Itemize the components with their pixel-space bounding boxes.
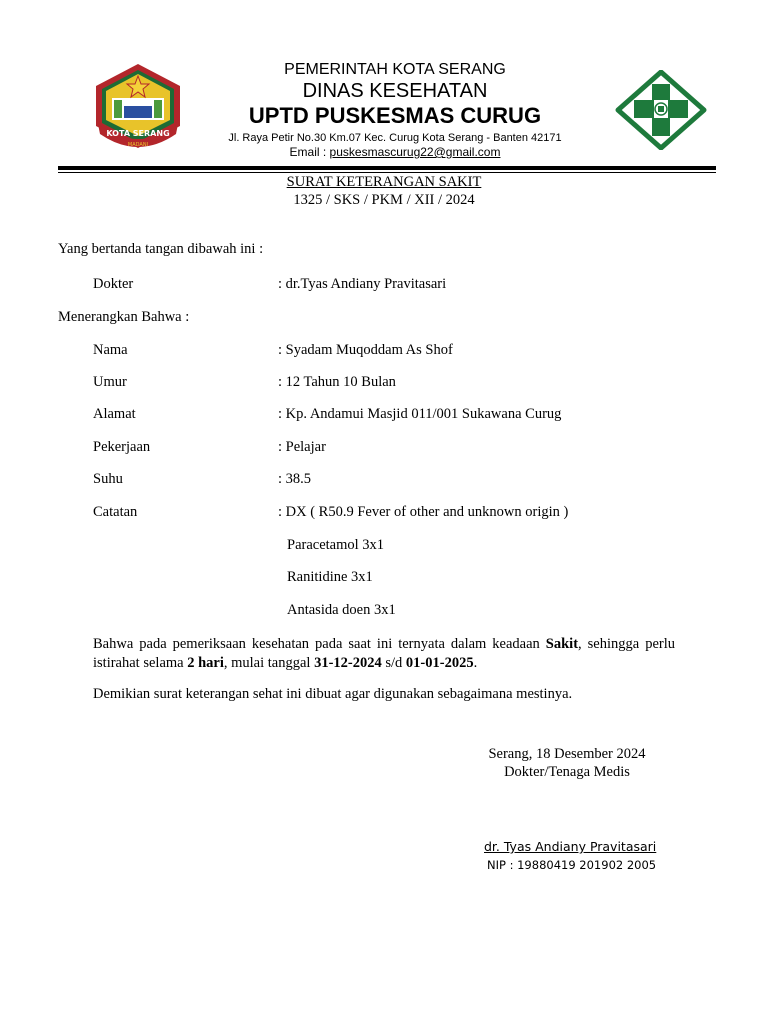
logo-subtext: MADANI [127,142,149,148]
letter-title: SURAT KETERANGAN SAKIT [286,174,482,190]
header-government: PEMERINTAH KOTA SERANG [284,61,506,78]
signature-role: Dokter/Tenaga Medis [504,764,630,780]
letter-number: 1325 / SKS / PKM / XII / 2024 [293,192,475,208]
header-divider-thick [58,166,716,170]
puskesmas-logo [614,70,708,150]
signature-nip: NIP : 19880419 201902 2005 [487,858,657,872]
header-email-line [210,145,580,159]
status-sick: Sakit [545,636,579,652]
start-date: 31-12-2024 [314,655,382,671]
field-label-temperature: Suhu [93,471,123,487]
header-divider-thin [58,172,716,173]
field-value-occupation: : Pelajar [278,439,326,455]
signature-place-date: Serang, 18 Desember 2024 [488,746,646,762]
rest-days: 2 hari [187,655,224,671]
email-link[interactable]: puskesmascurug22@gmail.com [329,145,501,159]
field-value-notes: : DX ( R50.9 Fever of other and unknown origin ) [278,504,569,520]
doctor-value: : dr.Tyas Andiany Pravitasari [278,276,447,292]
logo-text: KOTA SERANG [106,129,170,138]
field-label-name: Nama [93,342,128,358]
intro-text: Yang bertanda tangan dibawah ini : [58,241,264,257]
doctor-label: Dokter [93,276,134,292]
field-value-age: : 12 Tahun 10 Bulan [278,374,396,390]
field-label-age: Umur [93,374,127,390]
header-agency: DINAS KESEHATAN [302,80,488,102]
field-value-address: : Kp. Andamui Masjid 011/001 Sukawana Curug [278,406,562,422]
statement-paragraph: Bahwa pada pemeriksaan kesehatan pada saat ini ternyata dalam keadaan Sakit, sehingga perlu istirahat selama 2 hari, mulai tanggal 31-12-2024 s/d 01-01-2025. [93,636,675,671]
medication-item: Paracetamol 3x1 [287,537,385,553]
states-text: Menerangkan Bahwa : [58,309,190,325]
signature-name: dr. Tyas Andiany Pravitasari [484,839,657,854]
kota-serang-logo [90,62,186,152]
header-institution: UPTD PUSKESMAS CURUG [248,103,542,128]
header-address: Jl. Raya Petir No.30 Km.07 Kec. Curug Kota Serang - Banten 42171 [228,132,562,144]
field-value-temperature: : 38.5 [278,471,312,487]
field-label-notes: Catatan [93,504,138,520]
email-label: Email : [289,145,330,159]
field-label-occupation: Pekerjaan [93,439,151,455]
closing-text: Demikian surat keterangan sehat ini dibuat agar digunakan sebagaimana mestinya. [93,686,573,702]
end-date: 01-01-2025 [405,655,474,671]
medication-item: Ranitidine 3x1 [287,569,373,585]
field-label-address: Alamat [93,406,136,422]
field-value-name: : Syadam Muqoddam As Shof [278,342,453,358]
medication-item: Antasida doen 3x1 [287,602,396,618]
